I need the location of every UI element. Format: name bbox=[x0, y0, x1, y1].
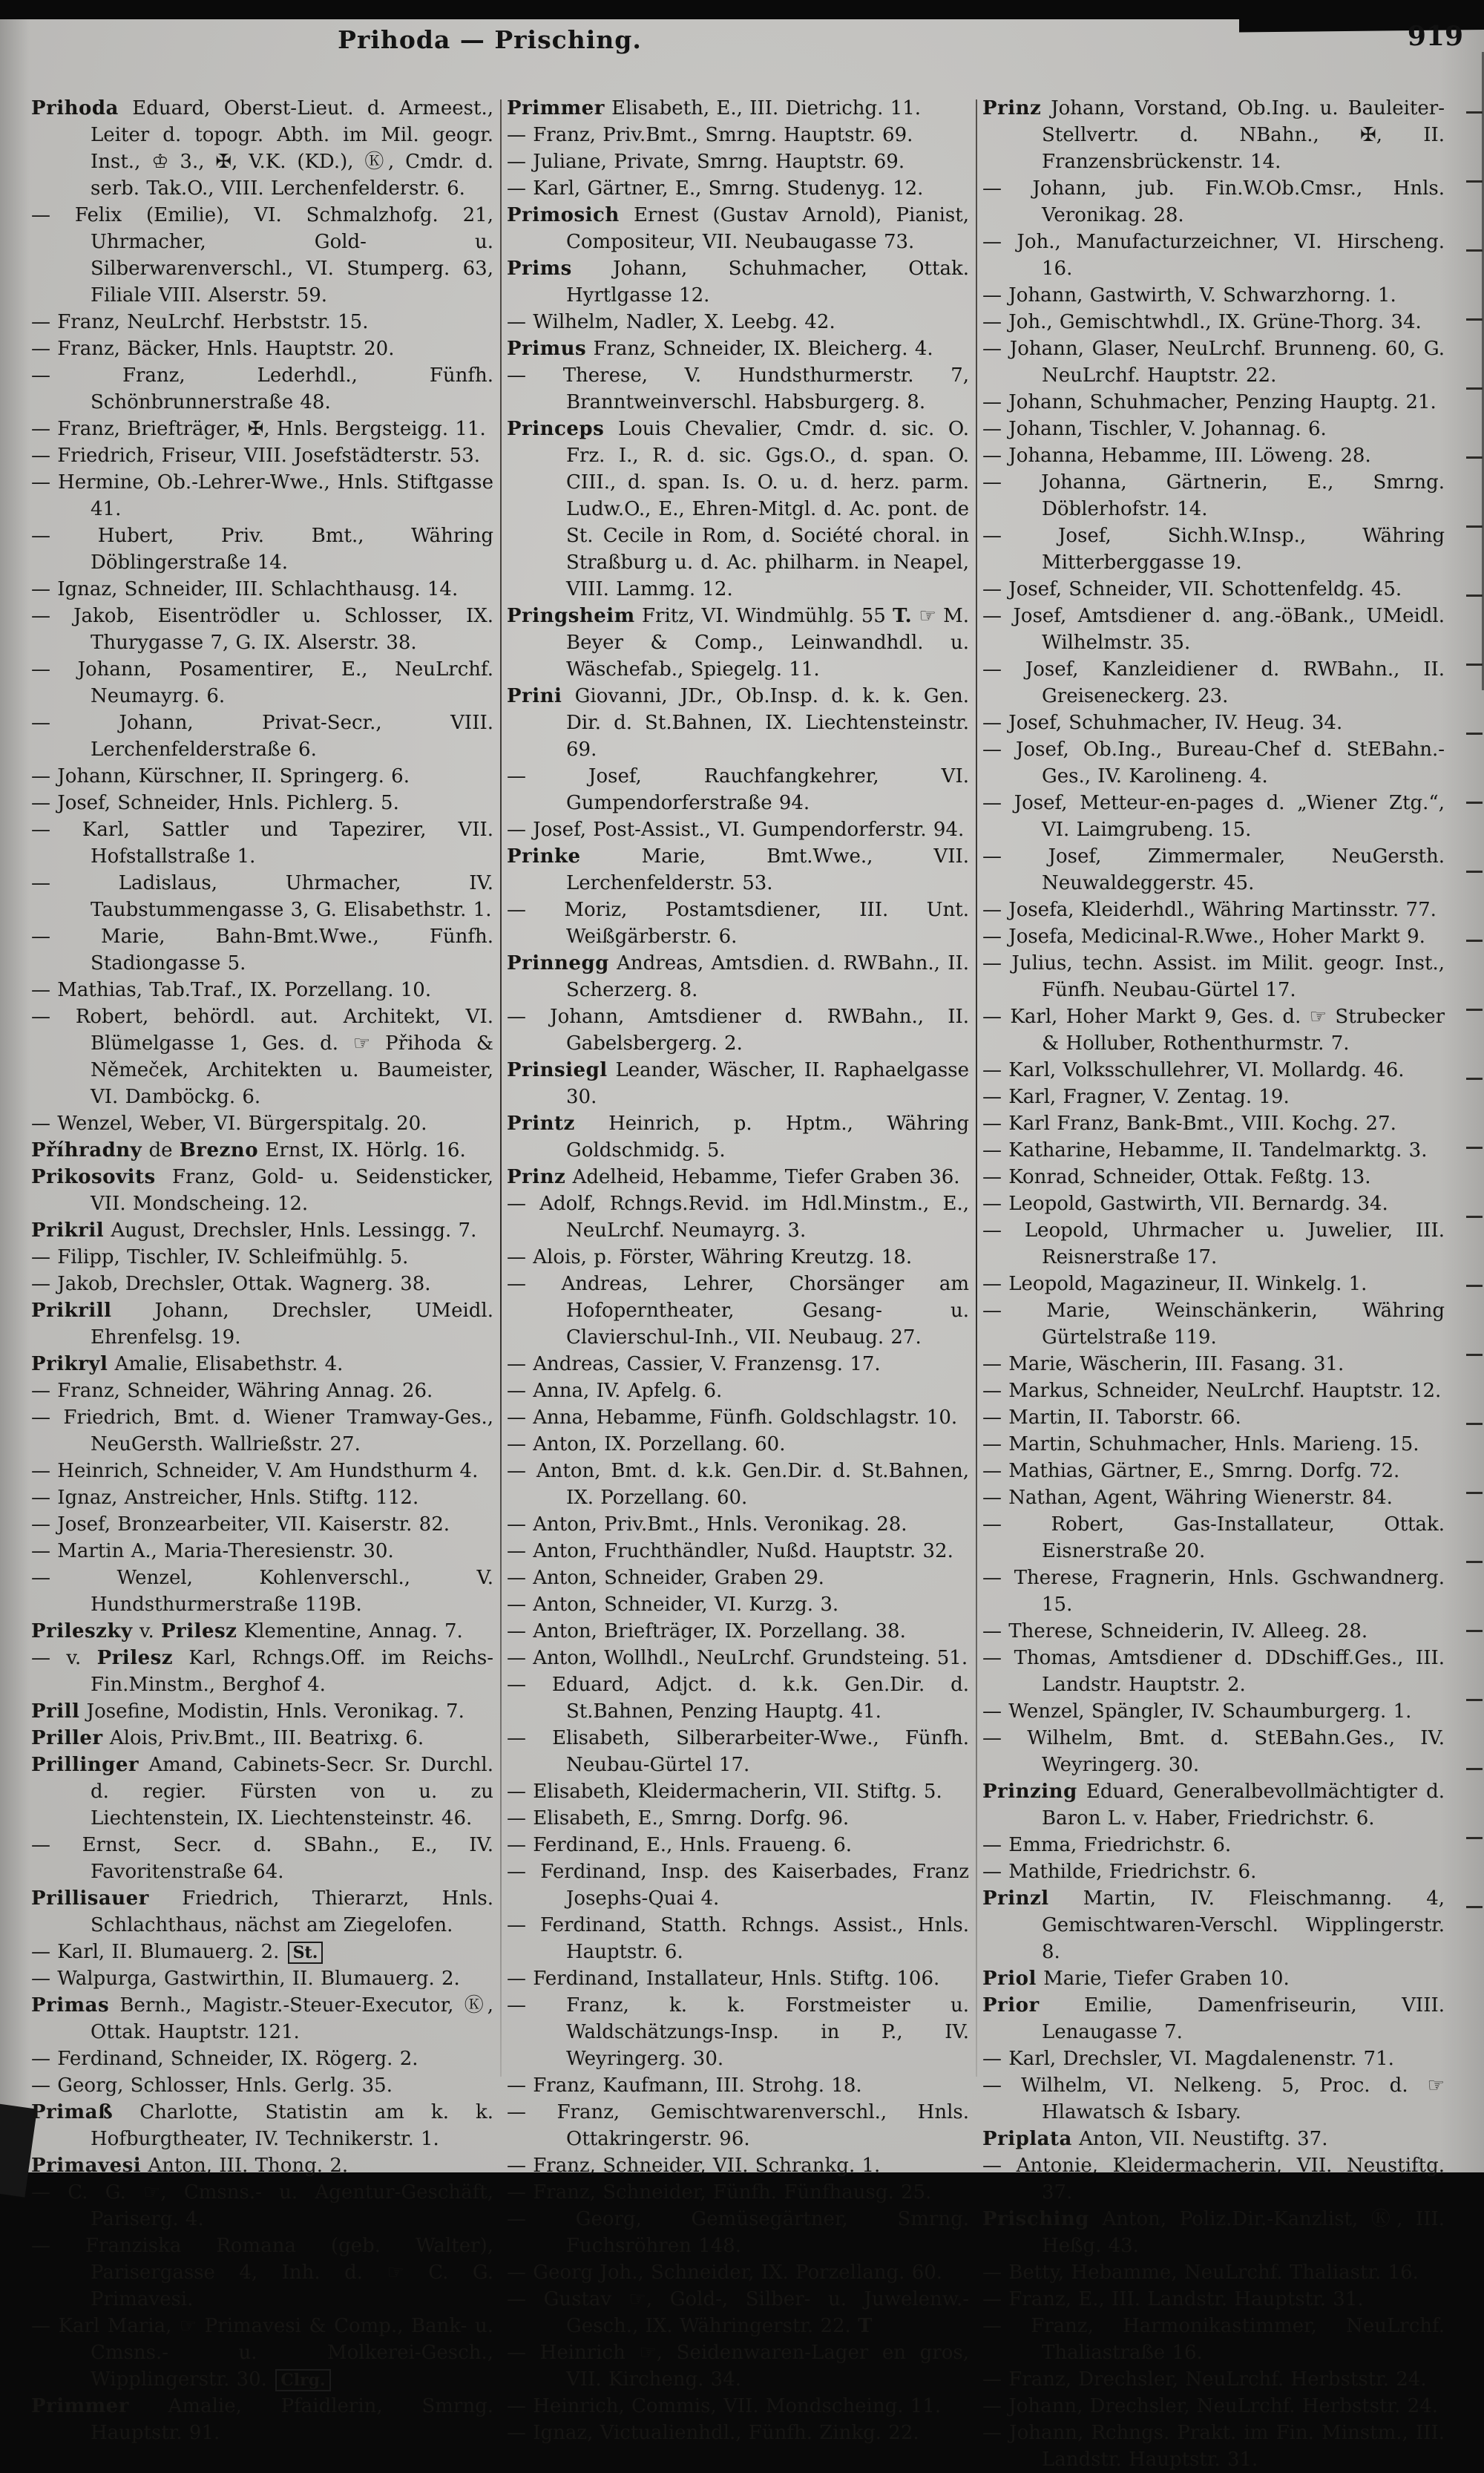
scan-edge-dash bbox=[1466, 871, 1483, 873]
scan-edge-dash bbox=[1466, 1768, 1483, 1770]
directory-entry: — Franz, Schneider, Währing Annag. 26. bbox=[31, 1380, 433, 1402]
directory-entry: — Georg, Schlosser, Hnls. Gerlg. 35. bbox=[31, 2074, 393, 2097]
directory-entry: — Hubert, Priv. Bmt., Währing Döblingerstraße 14. bbox=[31, 525, 494, 574]
directory-entry: — Ferdinand, Schneider, IX. Rögerg. 2. bbox=[31, 2048, 418, 2070]
directory-entry: — Friedrich, Bmt. d. Wiener Tramway-Ges., NeuGersth. Wallrießstr. 27. bbox=[31, 1406, 493, 1455]
entry-headword: Prillisauer bbox=[31, 1887, 149, 1910]
scan-edge-dash bbox=[1466, 318, 1483, 321]
directory-entry: — Ferdinand, Insp. des Kaiserbades, Franz Josephs-Quai 4. bbox=[507, 1861, 969, 1910]
directory-entry: — Anton, Schneider, VI. Kurzg. 3. bbox=[507, 1593, 839, 1616]
entry-headword: Prihoda bbox=[31, 97, 119, 119]
directory-entry: Prihoda Eduard, Oberst-Lieut. d. Armeest., Leiter d. topogr. Abth. im Mil. geogr. Inst., ♔ 3., ✠, V.K. (KD.), Ⓚ, Cmdr. d. serb. Tak.O., VIII. Lerchenfelderstr. 6. bbox=[31, 97, 493, 200]
directory-entry: — Franz, Lederhdl., Fünfh. Schönbrunnerstraße 48. bbox=[31, 364, 493, 413]
scan-edge-dash bbox=[1466, 249, 1483, 252]
directory-entry: — Marie, Bahn-Bmt.Wwe., Fünfh. Stadiongasse 5. bbox=[31, 926, 494, 975]
running-title: Prihoda — Prisching. bbox=[338, 25, 642, 54]
directory-entry: — Anton, Wollhdl., NeuLrchf. Grundsteing. 51. bbox=[507, 1647, 968, 1669]
entry-headword: Prinzl bbox=[982, 1887, 1049, 1910]
directory-entry: — Josef, Ob.Ing., Bureau-Chef d. StEBahn.-Ges., IV. Karolineng. 4. bbox=[982, 738, 1445, 787]
entry-headword: T. bbox=[893, 605, 913, 627]
directory-entry: — Johann, Rchngs. Prakt. im Fin. Minstm., III. Landstr. Hauptstr. 31. bbox=[982, 2422, 1445, 2471]
entry-headword: Prims bbox=[507, 258, 572, 280]
scan-edge-dash bbox=[1466, 1630, 1483, 1632]
entry-headword: Prinz bbox=[982, 97, 1042, 119]
directory-entry: — Martin, II. Taborstr. 66. bbox=[982, 1406, 1241, 1429]
directory-entry: — Josef, Bronzearbeiter, VII. Kaiserstr. 82. bbox=[31, 1513, 450, 1536]
directory-entry: — Josefa, Medicinal-R.Wwe., Hoher Markt 9. bbox=[982, 926, 1425, 948]
scan-edge-dash bbox=[1466, 456, 1483, 459]
directory-entry: Primavesi Anton, III. Thong. 2. bbox=[31, 2155, 349, 2177]
directory-entry: — Anna, IV. Apfelg. 6. bbox=[507, 1380, 723, 1402]
directory-entry: — Johann, Gastwirth, V. Schwarzhorng. 1. bbox=[982, 284, 1396, 307]
directory-entry: — Wenzel, Kohlenverschl., V. Hundsthurmerstraße 119B. bbox=[31, 1567, 494, 1616]
directory-entry: Prinzl Martin, IV. Fleischmanng. 4, Gemischtwaren-Verschl. Wipplingerstr. 8. bbox=[982, 1887, 1445, 1963]
scan-edge-dash bbox=[1466, 525, 1483, 528]
entry-headword: Prikosovits bbox=[31, 1166, 156, 1188]
entry-headword: Prinsiegl bbox=[507, 1059, 608, 1081]
scan-edge-dash bbox=[1466, 1561, 1483, 1563]
directory-entry: Primmer Elisabeth, E., III. Dietrichg. 11. bbox=[507, 97, 922, 119]
scan-edge-dashes bbox=[1463, 111, 1483, 2041]
directory-entry: — Johanna, Gärtnerin, E., Smrng. Döblerhofstr. 14. bbox=[982, 471, 1445, 520]
directory-entry: — Wilhelm, VI. Nelkeng. 5, Proc. d. ☞ Hlawatsch & Isbary. bbox=[982, 2074, 1445, 2123]
entry-headword: Prilesz bbox=[96, 1647, 174, 1669]
entry-headword: Primus bbox=[507, 338, 587, 360]
directory-entry: — Jakob, Drechsler, Ottak. Wagnerg. 38. bbox=[31, 1273, 431, 1295]
directory-entry: — Johanna, Hebamme, III. Löweng. 28. bbox=[982, 445, 1371, 467]
directory-entry: — Johann, Posamentirer, E., NeuLrchf. Neumayrg. 6. bbox=[31, 658, 493, 707]
directory-entry: — Moriz, Postamtsdiener, III. Unt. Weißgärberstr. 6. bbox=[507, 899, 969, 948]
entry-headword: Brezno bbox=[179, 1139, 259, 1162]
directory-entry: — Josef, Schneider, VII. Schottenfeldg. 45. bbox=[982, 578, 1402, 600]
entry-box-abbreviation: Clrg. bbox=[275, 2369, 331, 2391]
directory-entry: — Leopold, Gastwirth, VII. Bernardg. 34. bbox=[982, 1193, 1388, 1215]
directory-entry: — Elisabeth, E., Smrng. Dorfg. 96. bbox=[507, 1807, 850, 1830]
directory-entry: Priol Marie, Tiefer Graben 10. bbox=[982, 1968, 1290, 1990]
directory-entry: — Johann, Privat-Secr., VIII. Lerchenfelderstraße 6. bbox=[31, 712, 493, 761]
entry-headword: Prikryl bbox=[31, 1353, 108, 1375]
entry-headword: Primmer bbox=[31, 2395, 129, 2417]
directory-entry: Prikryl Amalie, Elisabethstr. 4. bbox=[31, 1353, 344, 1375]
directory-entry: — Juliane, Private, Smrng. Hauptstr. 69. bbox=[507, 151, 905, 173]
scan-edge-dash bbox=[1466, 802, 1483, 804]
directory-entry: — Franz, Harmonikastimmer, NeuLrchf. Thaliastraße 16. bbox=[982, 2315, 1445, 2364]
directory-entry: — C. G. ☞, Cmsns.- u. Agentur-Geschäft, Pariserg. 4. bbox=[31, 2181, 494, 2230]
directory-entry: — Josef, Sichh.W.Insp., Währing Mitterberggasse 19. bbox=[982, 525, 1445, 574]
scan-edge-dash bbox=[1466, 111, 1483, 114]
directory-entry: — Franziska Romana (geb. Walter), Parisergasse 4, Inh. d. ☞ C. G. Primavesi. bbox=[31, 2235, 493, 2310]
directory-entry: — Markus, Schneider, NeuLrchf. Hauptstr. 12. bbox=[982, 1380, 1442, 1402]
directory-entry: Prikosovits Franz, Gold- u. Seidensticker, VII. Mondscheing. 12. bbox=[31, 1166, 493, 1215]
page-number: 919 bbox=[1407, 21, 1463, 52]
directory-entry: — Anna, Hebamme, Fünfh. Goldschlagstr. 10. bbox=[507, 1406, 958, 1429]
directory-entry: — Konrad, Schneider, Ottak. Feßtg. 13. bbox=[982, 1166, 1371, 1188]
directory-entry: — Johann, Tischler, V. Johannag. 6. bbox=[982, 418, 1327, 440]
entry-headword: Priller bbox=[31, 1727, 103, 1749]
scan-edge-dash bbox=[1466, 664, 1483, 666]
directory-entry: — Heinrich, Schneider, V. Am Hundsthurm 4. bbox=[31, 1460, 479, 1482]
directory-entry: — Ignaz, Victualienhdl., Fünfh. Zinkg. 22. bbox=[507, 2422, 919, 2444]
entry-headword: Prinzing bbox=[982, 1781, 1077, 1803]
directory-entry: — Franz, Drechsler, NeuLrchf. Herbststr. 24. bbox=[982, 2368, 1427, 2391]
directory-entry: — Johann, Amtsdiener d. RWBahn., II. Gabelsbergerg. 2. bbox=[507, 1006, 970, 1055]
column-separator bbox=[976, 99, 977, 2077]
directory-column-2 bbox=[507, 95, 974, 2444]
directory-entry: — Anton, Priv.Bmt., Hnls. Veronikag. 28. bbox=[507, 1513, 907, 1536]
directory-entry: — Karl, II. Blumauerg. 2. St. bbox=[31, 1939, 493, 1965]
entry-headword: Pringsheim bbox=[507, 605, 635, 627]
scan-edge-dash bbox=[1466, 1354, 1483, 1356]
directory-entry: Prinz Adelheid, Hebamme, Tiefer Graben 36. bbox=[507, 1166, 960, 1188]
scan-edge-dash bbox=[1466, 1078, 1483, 1080]
scan-edge-dash bbox=[1466, 1147, 1483, 1149]
directory-entry: — Josef, Amtsdiener d. ang.-öBank., UMeidl. Wilhelmstr. 35. bbox=[982, 605, 1445, 654]
directory-entry: — Franz, E., III. Landstr. Hauptstr. 31. bbox=[982, 2288, 1364, 2310]
entry-headword: Prillinger bbox=[31, 1754, 139, 1776]
directory-entry: — Heinrich ☞, Seidenwaren-Lager en gros, VII. Kircheng. 34. bbox=[507, 2342, 970, 2391]
directory-entry: — Anton, Bmt. d. k.k. Gen.Dir. d. St.Bahnen, IX. Porzellang. 60. bbox=[507, 1460, 970, 1509]
entry-headword: Primosich bbox=[507, 204, 620, 226]
directory-entry: — Antonie, Kleidermacherin, VII. Neustiftg. 37. bbox=[982, 2155, 1445, 2204]
directory-entry: — Franz, Kaufmann, III. Strohg. 18. bbox=[507, 2074, 862, 2097]
directory-entry: — Ferdinand, Installateur, Hnls. Stiftg. 106. bbox=[507, 1968, 940, 1990]
directory-entry: — Franz, Briefträger, ✠, Hnls. Bergsteigg. 11. bbox=[31, 418, 486, 440]
directory-entry: — Josef, Rauchfangkehrer, VI. Gumpendorferstraße 94. bbox=[507, 765, 969, 814]
directory-entry: — Gustav ☞, Gold-, Silber- u. Juwelenw.-Gesch., IX. Währingerstr. 22. T bbox=[507, 2288, 970, 2337]
scan-edge-dash bbox=[1466, 1906, 1483, 1908]
entry-headword: Princeps bbox=[507, 418, 605, 440]
scan-edge-dash bbox=[1466, 733, 1483, 735]
scan-edge-dash bbox=[1466, 1423, 1483, 1425]
directory-entry: — Mathias, Gärtner, E., Smrng. Dorfg. 72. bbox=[982, 1460, 1400, 1482]
directory-entry: — Franz, Bäcker, Hnls. Hauptstr. 20. bbox=[31, 338, 395, 360]
entry-headword: Prill bbox=[31, 1700, 80, 1723]
directory-entry: — Ferdinand, E., Hnls. Fraueng. 6. bbox=[507, 1834, 853, 1856]
directory-entry: — Johann, jub. Fin.W.Ob.Cmsr., Hnls. Veronikag. 28. bbox=[982, 177, 1445, 226]
directory-entry: — Thomas, Amtsdiener d. DDschiff.Ges., III. Landstr. Hauptstr. 2. bbox=[982, 1647, 1445, 1696]
directory-entry: — Andreas, Cassier, V. Franzensg. 17. bbox=[507, 1353, 881, 1375]
directory-entry: — Leopold, Uhrmacher u. Juwelier, III. Reisnerstraße 17. bbox=[982, 1219, 1445, 1268]
directory-entry: Princeps Louis Chevalier, Cmdr. d. sic. O. Frz. I., R. d. sic. Ggs.O., d. span. O. CIII., d. span. Is. O. u. d. herz. parm. Ludw.O., E., Ehren-Mitgl. d. Ac. pont. de St. Cecile in Rom, d. Société choral. in Straßburg u. d. Ac. philharm. in Neapel, VIII. Lammg. 12. bbox=[507, 418, 969, 600]
directory-entry: — Johann, Glaser, NeuLrchf. Brunneng. 60, G. NeuLrchf. Hauptstr. 22. bbox=[982, 338, 1445, 387]
scan-edge-dash bbox=[1466, 180, 1483, 183]
directory-entry: — Julius, techn. Assist. im Milit. geogr. Inst., Fünfh. Neubau-Gürtel 17. bbox=[982, 952, 1445, 1001]
directory-entry: — Marie, Wäscherin, III. Fasang. 31. bbox=[982, 1353, 1345, 1375]
directory-entry: — Hermine, Ob.-Lehrer-Wwe., Hnls. Stiftgasse 41. bbox=[31, 471, 494, 520]
directory-entry: — Leopold, Magazineur, II. Winkelg. 1. bbox=[982, 1273, 1368, 1295]
directory-entry: — Johann, Drechsler, NeuLrchf. Herbststr. 24. bbox=[982, 2395, 1438, 2417]
directory-entry: — Ferdinand, Statth. Rchngs. Assist., Hnls. Hauptstr. 6. bbox=[507, 1914, 970, 1963]
entry-headword: Prisching bbox=[982, 2208, 1089, 2230]
directory-entry: — Jakob, Eisentrödler u. Schlosser, IX. Thurygasse 7, G. IX. Alserstr. 38. bbox=[31, 605, 493, 654]
directory-entry: — Joh., Manufacturzeichner, VI. Hirscheng. 16. bbox=[982, 231, 1445, 280]
directory-entry: — Johann, Schuhmacher, Penzing Hauptg. 21. bbox=[982, 391, 1437, 413]
directory-entry: — Franz, NeuLrchf. Herbststr. 15. bbox=[31, 311, 369, 333]
directory-entry: — Adolf, Rchngs.Revid. im Hdl.Minstm., E., NeuLrchf. Neumayrg. 3. bbox=[507, 1193, 969, 1242]
directory-entry: Primas Bernh., Magistr.-Steuer-Executor, Ⓚ, Ottak. Hauptstr. 121. bbox=[31, 1994, 493, 2043]
directory-columns bbox=[31, 95, 1471, 2471]
directory-entry: — Marie, Weinschänkerin, Währing Gürtelstraße 119. bbox=[982, 1300, 1445, 1349]
entry-headword: Prior bbox=[982, 1994, 1040, 2017]
directory-entry: — Heinrich, Commis, VII. Mondscheing. 11. bbox=[507, 2395, 942, 2417]
directory-entry: — Georg, Gemüsegärtner, Smrng. Fuchsröhren 148. bbox=[507, 2208, 970, 2257]
entry-headword: Primmer bbox=[507, 97, 605, 119]
directory-entry: — Josefa, Kleiderhdl., Währing Martinsstr. 77. bbox=[982, 899, 1437, 921]
directory-entry: — Wilhelm, Nadler, X. Leebg. 42. bbox=[507, 311, 835, 333]
directory-entry: Prims Johann, Schuhmacher, Ottak. Hyrtlgasse 12. bbox=[507, 258, 969, 307]
directory-entry: Primus Franz, Schneider, IX. Bleicherg. 4. bbox=[507, 338, 933, 360]
directory-entry: Priplata Anton, VII. Neustiftg. 37. bbox=[982, 2128, 1328, 2150]
scan-edge-dash bbox=[1466, 1837, 1483, 1839]
directory-entry: — Ernst, Secr. d. SBahn., E., IV. Favoritenstraße 64. bbox=[31, 1834, 493, 1883]
directory-entry: — Mathilde, Friedrichstr. 6. bbox=[982, 1861, 1257, 1883]
directory-entry: — Walpurga, Gastwirthin, II. Blumauerg. 2. bbox=[31, 1968, 460, 1990]
entry-headword: Prilesz bbox=[160, 1620, 237, 1642]
scan-edge-dash bbox=[1466, 387, 1483, 390]
directory-entry: — Anton, Schneider, Graben 29. bbox=[507, 1567, 824, 1589]
directory-entry: — Robert, behördl. aut. Architekt, VI. Blümelgasse 1, Ges. d. ☞ Přihoda & Němeček, Architekten u. Baumeister, VI. Damböckg. 6. bbox=[31, 1006, 493, 1108]
entry-headword: Primavesi bbox=[31, 2155, 142, 2177]
directory-entry: Priller Alois, Priv.Bmt., III. Beatrixg. 6. bbox=[31, 1727, 424, 1749]
directory-entry: — Josef, Post-Assist., VI. Gumpendorferstr. 94. bbox=[507, 819, 965, 841]
directory-entry: — Nathan, Agent, Währing Wienerstr. 84. bbox=[982, 1487, 1393, 1509]
entry-headword: Priplata bbox=[982, 2128, 1072, 2150]
directory-entry: Prinzing Eduard, Generalbevollmächtigter d. Baron L. v. Haber, Friedrichstr. 6. bbox=[982, 1781, 1445, 1830]
directory-entry: — Anton, IX. Porzellang. 60. bbox=[507, 1433, 786, 1455]
directory-entry: Primosich Ernest (Gustav Arnold), Pianist, Compositeur, VII. Neubaugasse 73. bbox=[507, 204, 969, 253]
directory-entry: — v. Prilesz Karl, Rchngs.Off. im Reichs-Fin.Minstm., Berghof 4. bbox=[31, 1647, 493, 1696]
directory-entry: — Karl, Hoher Markt 9, Ges. d. ☞ Strubecker & Holluber, Rothenthurmstr. 7. bbox=[982, 1006, 1445, 1055]
entry-headword: Prinke bbox=[507, 845, 581, 868]
directory-entry: Primaß Charlotte, Statistin am k. k. Hofburgtheater, IV. Technikerstr. 1. bbox=[31, 2101, 493, 2150]
directory-entry: — Karl, Drechsler, VI. Magdalenenstr. 71. bbox=[982, 2048, 1394, 2070]
directory-entry: — Felix (Emilie), VI. Schmalzhofg. 21, Uhrmacher, Gold- u. Silberwarenverschl., VI. Stumperg. 63, Filiale VIII. Alserstr. 59. bbox=[31, 204, 493, 307]
directory-entry: — Anton, Briefträger, IX. Porzellang. 38. bbox=[507, 1620, 906, 1642]
directory-entry: — Georg Joh., Schneider, IX. Porzellang. 60. bbox=[507, 2261, 943, 2284]
directory-entry: — Franz, Gemischtwarenverschl., Hnls. Ottakringerstr. 96. bbox=[507, 2101, 969, 2150]
directory-entry: — Karl, Sattler und Tapezirer, VII. Hofstallstraße 1. bbox=[31, 819, 493, 868]
directory-entry: — Franz, Schneider, Fünfh. Fünfhausg. 25. bbox=[507, 2181, 932, 2204]
entry-headword: Prileszky bbox=[31, 1620, 133, 1642]
directory-entry: Prisching Anton, Poliz.Dir.-Kanzlist, Ⓚ, III. Heßg. 43. bbox=[982, 2208, 1445, 2257]
directory-entry: — Karl, Fragner, V. Zentag. 19. bbox=[982, 1086, 1290, 1108]
scan-edge-dash bbox=[1466, 1492, 1483, 1494]
directory-entry: — Therese, Fragnerin, Hnls. Gschwandnerg. 15. bbox=[982, 1567, 1445, 1616]
directory-entry: — Josef, Zimmermaler, NeuGersth. Neuwaldeggerstr. 45. bbox=[982, 845, 1445, 894]
directory-entry: — Wenzel, Spängler, IV. Schaumburgerg. 1. bbox=[982, 1700, 1412, 1723]
entry-headword: Prinnegg bbox=[507, 952, 609, 975]
directory-entry: Printz Heinrich, p. Hptm., Währing Goldschmidg. 5. bbox=[507, 1113, 969, 1162]
directory-entry: — Franz, Schneider, VII. Schrankg. 1. bbox=[507, 2155, 881, 2177]
directory-entry: Pringsheim Fritz, VI. Windmühlg. 55 T. ☞ M. Beyer & Comp., Leinwandhdl. u. Wäschefab., Spiegelg. 11. bbox=[507, 605, 969, 681]
directory-entry: — Karl Franz, Bank-Bmt., VIII. Kochg. 27. bbox=[982, 1113, 1396, 1135]
directory-entry: Prinnegg Andreas, Amtsdien. d. RWBahn., II. Scherzerg. 8. bbox=[507, 952, 969, 1001]
directory-entry: Příhradny de Brezno Ernst, IX. Hörlg. 16. bbox=[31, 1139, 466, 1162]
directory-entry: — Karl Maria, ☞ Primavesi & Comp., Bank- u. Cmsns.- u. Molkerei-Gesch., Wipplingerstr. 30. Clrg. bbox=[31, 2315, 493, 2391]
directory-entry: — Andreas, Lehrer, Chorsänger am Hofoperntheater, Gesang- u. Clavierschul-Inh., VII. Neubaug. 27. bbox=[507, 1273, 969, 1349]
directory-entry: Prikrill Johann, Drechsler, UMeidl. Ehrenfelsg. 19. bbox=[31, 1300, 493, 1349]
directory-entry: — Martin A., Maria-Theresienstr. 30. bbox=[31, 1540, 394, 1562]
directory-entry: — Ignaz, Anstreicher, Hnls. Stiftg. 112. bbox=[31, 1487, 419, 1509]
directory-entry: — Joh., Gemischtwhdl., IX. Grüne-Thorg. 34. bbox=[982, 311, 1422, 333]
directory-entry: — Anton, Fruchthändler, Nußd. Hauptstr. 32. bbox=[507, 1540, 953, 1562]
directory-entry: — Josef, Schuhmacher, IV. Heug. 34. bbox=[982, 712, 1343, 734]
entry-headword: Příhradny bbox=[31, 1139, 142, 1162]
entry-headword: Priol bbox=[982, 1968, 1037, 1990]
directory-entry: — Eduard, Adjct. d. k.k. Gen.Dir. d. St.Bahnen, Penzing Hauptg. 41. bbox=[507, 1674, 969, 1723]
directory-entry: — Therese, V. Hundsthurmerstr. 7, Branntweinverschl. Habsburgerg. 8. bbox=[507, 364, 969, 413]
entry-headword: Prini bbox=[507, 685, 562, 707]
directory-entry: — Martin, Schuhmacher, Hnls. Marieng. 15. bbox=[982, 1433, 1419, 1455]
directory-entry: — Mathias, Tab.Traf., IX. Porzellang. 10. bbox=[31, 979, 432, 1001]
scan-edge-dash bbox=[1466, 594, 1483, 597]
entry-headword: Primas bbox=[31, 1994, 110, 2017]
directory-entry: Prior Emilie, Damenfriseurin, VIII. Lenaugasse 7. bbox=[982, 1994, 1445, 2043]
directory-entry: — Therese, Schneiderin, IV. Alleeg. 28. bbox=[982, 1620, 1368, 1642]
directory-entry: Prill Josefine, Modistin, Hnls. Veronikag. 7. bbox=[31, 1700, 464, 1723]
scan-edge-dash bbox=[1466, 1216, 1483, 1218]
directory-entry: — Johann, Kürschner, II. Springerg. 6. bbox=[31, 765, 410, 787]
directory-entry: — Wenzel, Weber, VI. Bürgerspitalg. 20. bbox=[31, 1113, 427, 1135]
entry-box-abbreviation: St. bbox=[288, 1942, 324, 1964]
directory-entry: — Friedrich, Friseur, VIII. Josefstädterstr. 53. bbox=[31, 445, 481, 467]
entry-headword: Prikril bbox=[31, 1219, 105, 1242]
directory-entry: — Ladislaus, Uhrmacher, IV. Taubstummengasse 3, G. Elisabethstr. 1. bbox=[31, 872, 494, 921]
directory-entry: Prini Giovanni, JDr., Ob.Insp. d. k. k. Gen. Dir. d. St.Bahnen, IX. Liechtensteinstr. 69. bbox=[507, 685, 969, 761]
directory-entry: — Franz, Priv.Bmt., Smrng. Hauptstr. 69. bbox=[507, 124, 913, 146]
scan-edge-dash bbox=[1466, 940, 1483, 942]
directory-entry: — Katharine, Hebamme, II. Tandelmarktg. 3. bbox=[982, 1139, 1428, 1162]
directory-entry: — Josef, Schneider, Hnls. Pichlerg. 5. bbox=[31, 792, 399, 814]
directory-entry: — Elisabeth, Silberarbeiter-Wwe., Fünfh. Neubau-Gürtel 17. bbox=[507, 1727, 969, 1776]
directory-entry: — Karl, Gärtner, E., Smrng. Studenyg. 12. bbox=[507, 177, 924, 200]
directory-entry: — Filipp, Tischler, IV. Schleifmühlg. 5. bbox=[31, 1246, 409, 1268]
directory-column-3 bbox=[982, 95, 1449, 2471]
scan-edge-dash bbox=[1466, 1285, 1483, 1287]
directory-entry: — Franz, k. k. Forstmeister u. Waldschätzungs-Insp. in P., IV. Weyringerg. 30. bbox=[507, 1994, 969, 2070]
directory-entry: — Elisabeth, Kleidermacherin, VII. Stiftg. 5. bbox=[507, 1781, 942, 1803]
directory-entry: — Josef, Metteur-en-pages d. „Wiener Ztg.“, VI. Laimgrubeng. 15. bbox=[982, 792, 1445, 841]
entry-headword: Primaß bbox=[31, 2101, 114, 2123]
directory-entry: Prinz Johann, Vorstand, Ob.Ing. u. Bauleiter-Stellvertr. d. NBahn., ✠, II. Franzensbrückenstr. 14. bbox=[982, 97, 1445, 173]
directory-entry: Prikril August, Drechsler, Hnls. Lessingg. 7. bbox=[31, 1219, 477, 1242]
directory-column-1 bbox=[31, 95, 498, 2444]
directory-entry: Prinsiegl Leander, Wäscher, II. Raphaelgasse 30. bbox=[507, 1059, 969, 1108]
scan-edge-dash bbox=[1466, 1699, 1483, 1701]
directory-entry: — Ignaz, Schneider, III. Schlachthausg. 14. bbox=[31, 578, 459, 600]
directory-entry: — Karl, Volksschullehrer, VI. Mollardg. 46. bbox=[982, 1059, 1405, 1081]
entry-headword: Prikrill bbox=[31, 1300, 112, 1322]
entry-headword: T bbox=[858, 2315, 873, 2337]
directory-entry: Primmer Amalie, Pfaidlerin, Smrng. Hauptstr. 91. bbox=[31, 2395, 493, 2444]
directory-entry: — Betty, Hebamme, NeuLrchf. Thaliastr. 16. bbox=[982, 2261, 1419, 2284]
column-separator bbox=[500, 99, 502, 2077]
directory-entry: Prinke Marie, Bmt.Wwe., VII. Lerchenfelderstr. 53. bbox=[507, 845, 969, 894]
directory-entry: Prileszky v. Prilesz Klementine, Annag. 7. bbox=[31, 1620, 463, 1642]
directory-entry: Prillisauer Friedrich, Thierarzt, Hnls. Schlachthaus, nächst am Ziegelofen. bbox=[31, 1887, 493, 1936]
scan-edge-dash bbox=[1466, 1009, 1483, 1011]
entry-headword: Printz bbox=[507, 1113, 575, 1135]
directory-entry: — Emma, Friedrichstr. 6. bbox=[982, 1834, 1232, 1856]
directory-entry: Prillinger Amand, Cabinets-Secr. Sr. Durchl. d. regier. Fürsten von u. zu Liechtenstein, IX. Liechtensteinstr. 46. bbox=[31, 1754, 493, 1830]
entry-headword: Prinz bbox=[507, 1166, 566, 1188]
directory-entry: — Robert, Gas-Installateur, Ottak. Eisnerstraße 20. bbox=[982, 1513, 1445, 1562]
directory-entry: — Josef, Kanzleidiener d. RWBahn., II. Greiseneckerg. 23. bbox=[982, 658, 1445, 707]
directory-entry: — Wilhelm, Bmt. d. StEBahn.Ges., IV. Weyringerg. 30. bbox=[982, 1727, 1445, 1776]
directory-entry: — Alois, p. Förster, Währing Kreutzg. 18. bbox=[507, 1246, 913, 1268]
